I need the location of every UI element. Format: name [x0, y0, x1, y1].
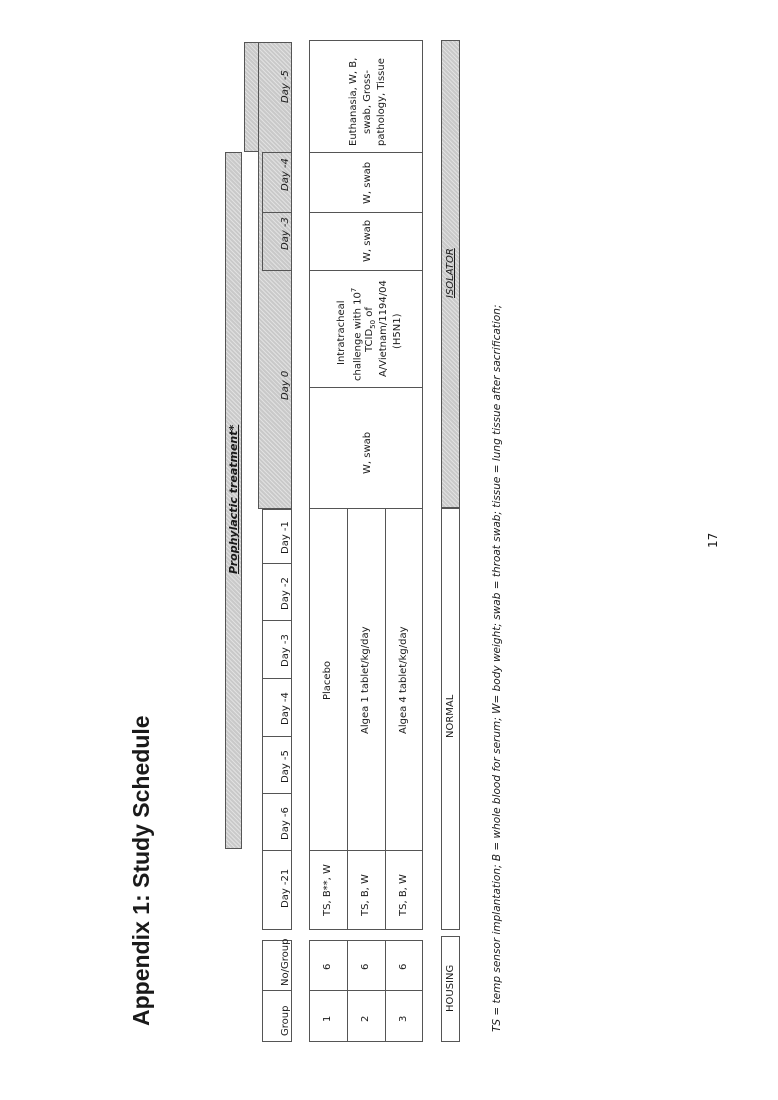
header-day-7: Day -1 [280, 521, 291, 554]
housing-label: HOUSING [445, 964, 456, 1012]
header-day-4: Day -4 [280, 692, 291, 725]
header-day-6: Day -2 [280, 576, 291, 610]
groups-body-box [309, 940, 423, 1042]
group-1-treatment: Placebo [322, 660, 333, 700]
group-2-id: 2 [360, 1015, 371, 1022]
challenge-line-3: $TCID_{50}$ of [364, 307, 377, 352]
header-day-3: Day -3 [280, 217, 291, 250]
group-3-treatment: Algea 4 tablet/kg/day [398, 626, 409, 734]
challenge-line-2: challenge with $10^7$ [350, 287, 364, 381]
header-day-2: Day -6 [280, 806, 291, 840]
header-day-3: Day -5 [280, 749, 291, 783]
day5-line-2: swab, Gross- [362, 69, 373, 134]
day4-entry: W, swab [362, 161, 373, 204]
challenge-window: W, swab [362, 431, 373, 474]
challenge-line-4: A/Vietnam/1194/04 [378, 280, 389, 377]
header-no-group: No/Group [280, 938, 291, 986]
header-group: Group [280, 1005, 291, 1036]
day3-entry: W, swab [362, 219, 373, 262]
header-divider [262, 990, 292, 991]
post-challenge-header [258, 42, 292, 509]
page-title: Appendix 1: Study Schedule [128, 715, 154, 1026]
group-2-treatment: Algea 1 tablet/kg/day [360, 626, 371, 734]
housing-isolator: ISOLATOR [445, 248, 456, 298]
group-3-n: 6 [398, 963, 409, 970]
page-number: 17 [706, 532, 720, 548]
day5-line-1: Euthanasia, W, B, [348, 57, 359, 146]
housing-normal: NORMAL [445, 694, 456, 738]
header-day-1: Day -21 [280, 868, 291, 908]
group-2-n: 6 [360, 963, 371, 970]
header-day-5: Day -3 [280, 634, 291, 667]
group-3-id: 3 [398, 1015, 409, 1022]
challenge-line-5: (H5N1) [392, 313, 403, 349]
header-day-5: Day -5 [280, 70, 291, 103]
prophylactic-label: Prophylactic treatment* [227, 424, 240, 574]
group-2-pre: TS, B, W [360, 874, 371, 916]
footnote: TS = temp sensor implantation; B = whole blood for serum; W= body weight; swab = throat swab; tissue = lung tissue after sacrification; [491, 304, 503, 1032]
group-3-pre: TS, B, W [398, 874, 409, 916]
group-1-pre: TS, B**, W [322, 864, 333, 916]
day5-line-3: pathology, Tissue [376, 58, 387, 146]
challenge-line-1: Intratracheal [336, 300, 347, 365]
header-day-0: Day 0 [280, 370, 291, 400]
group-1-n: 6 [322, 963, 333, 970]
header-day-4: Day -4 [280, 158, 291, 191]
group-1-id: 1 [322, 1015, 333, 1022]
